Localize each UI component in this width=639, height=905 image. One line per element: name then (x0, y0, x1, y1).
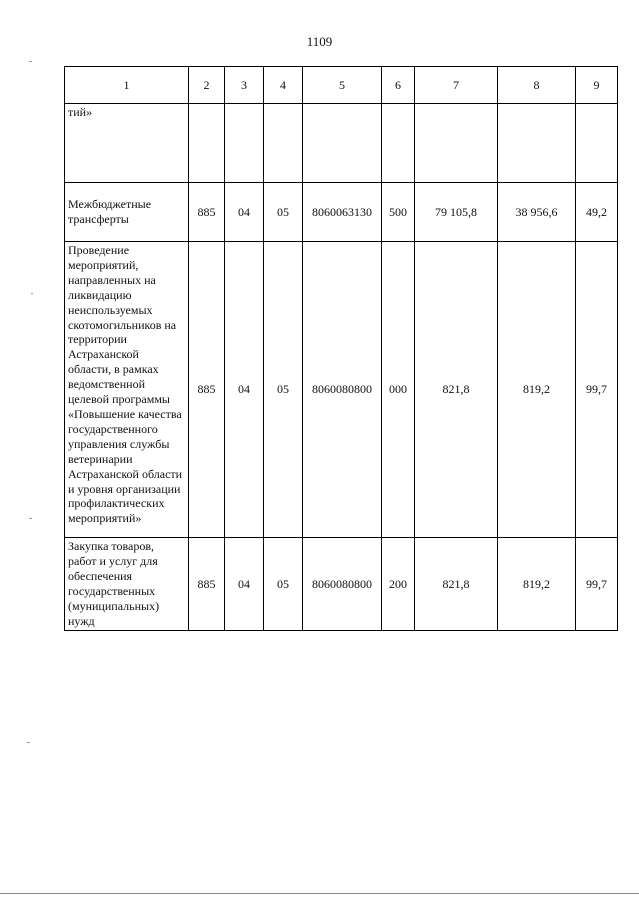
cell-admin-code: 885 (189, 242, 225, 538)
table-row (65, 104, 618, 183)
cell-admin-code (189, 104, 225, 183)
cell-subsection: 05 (264, 183, 303, 242)
cell-executed: 819,2 (498, 538, 576, 631)
cell-section: 04 (225, 183, 264, 242)
table-row (65, 538, 618, 631)
cell-executed: 38 956,6 (498, 183, 576, 242)
cell-admin-code: 885 (189, 538, 225, 631)
cell-planned: 821,8 (415, 242, 498, 538)
row-name: Проведение мероприятий, направленных на ликвидацию неиспользуемых скотомогильников на территории Астраханской области, в рамках ведомственной целевой программы «Повышение качества государственного управления службы ветеринарии Астраханской области и уровня организации профилактических мероприятий» (65, 242, 189, 538)
cell-section: 04 (225, 242, 264, 538)
column-header: 5 (303, 67, 382, 104)
table-row (65, 242, 618, 538)
column-header: 8 (498, 67, 576, 104)
row-name: тий» (65, 104, 189, 183)
page-edge-line (0, 893, 639, 894)
column-header: 3 (225, 67, 264, 104)
scan-mark (31, 293, 33, 294)
cell-subsection: 05 (264, 538, 303, 631)
column-header: 4 (264, 67, 303, 104)
column-header: 9 (576, 67, 618, 104)
row-name: Межбюджетные трансферты (65, 183, 189, 242)
cell-subsection (264, 104, 303, 183)
cell-admin-code: 885 (189, 183, 225, 242)
cell-executed: 819,2 (498, 242, 576, 538)
budget-table (64, 66, 618, 631)
cell-percent: 99,7 (576, 242, 618, 538)
cell-planned: 79 105,8 (415, 183, 498, 242)
cell-target-article: 8060080800 (303, 538, 382, 631)
cell-percent: 49,2 (576, 183, 618, 242)
scan-mark (29, 61, 32, 62)
cell-expense-type: 200 (382, 538, 415, 631)
column-header: 1 (65, 67, 189, 104)
cell-percent: 99,7 (576, 538, 618, 631)
cell-percent (576, 104, 618, 183)
table-row (65, 183, 618, 242)
column-header: 6 (382, 67, 415, 104)
cell-expense-type: 500 (382, 183, 415, 242)
table-header-row (65, 67, 618, 104)
page-number: 1109 (306, 34, 333, 49)
column-header: 2 (189, 67, 225, 104)
cell-target-article: 8060080800 (303, 242, 382, 538)
scan-mark (27, 742, 30, 743)
cell-target-article (303, 104, 382, 183)
cell-planned (415, 104, 498, 183)
cell-planned: 821,8 (415, 538, 498, 631)
cell-section: 04 (225, 538, 264, 631)
cell-expense-type: 000 (382, 242, 415, 538)
cell-executed (498, 104, 576, 183)
cell-target-article: 8060063130 (303, 183, 382, 242)
column-header: 7 (415, 67, 498, 104)
cell-section (225, 104, 264, 183)
cell-subsection: 05 (264, 242, 303, 538)
cell-expense-type (382, 104, 415, 183)
scan-mark (29, 518, 32, 519)
row-name: Закупка товаров, работ и услуг для обеспечения государственных (муниципальных) нужд (65, 538, 189, 631)
